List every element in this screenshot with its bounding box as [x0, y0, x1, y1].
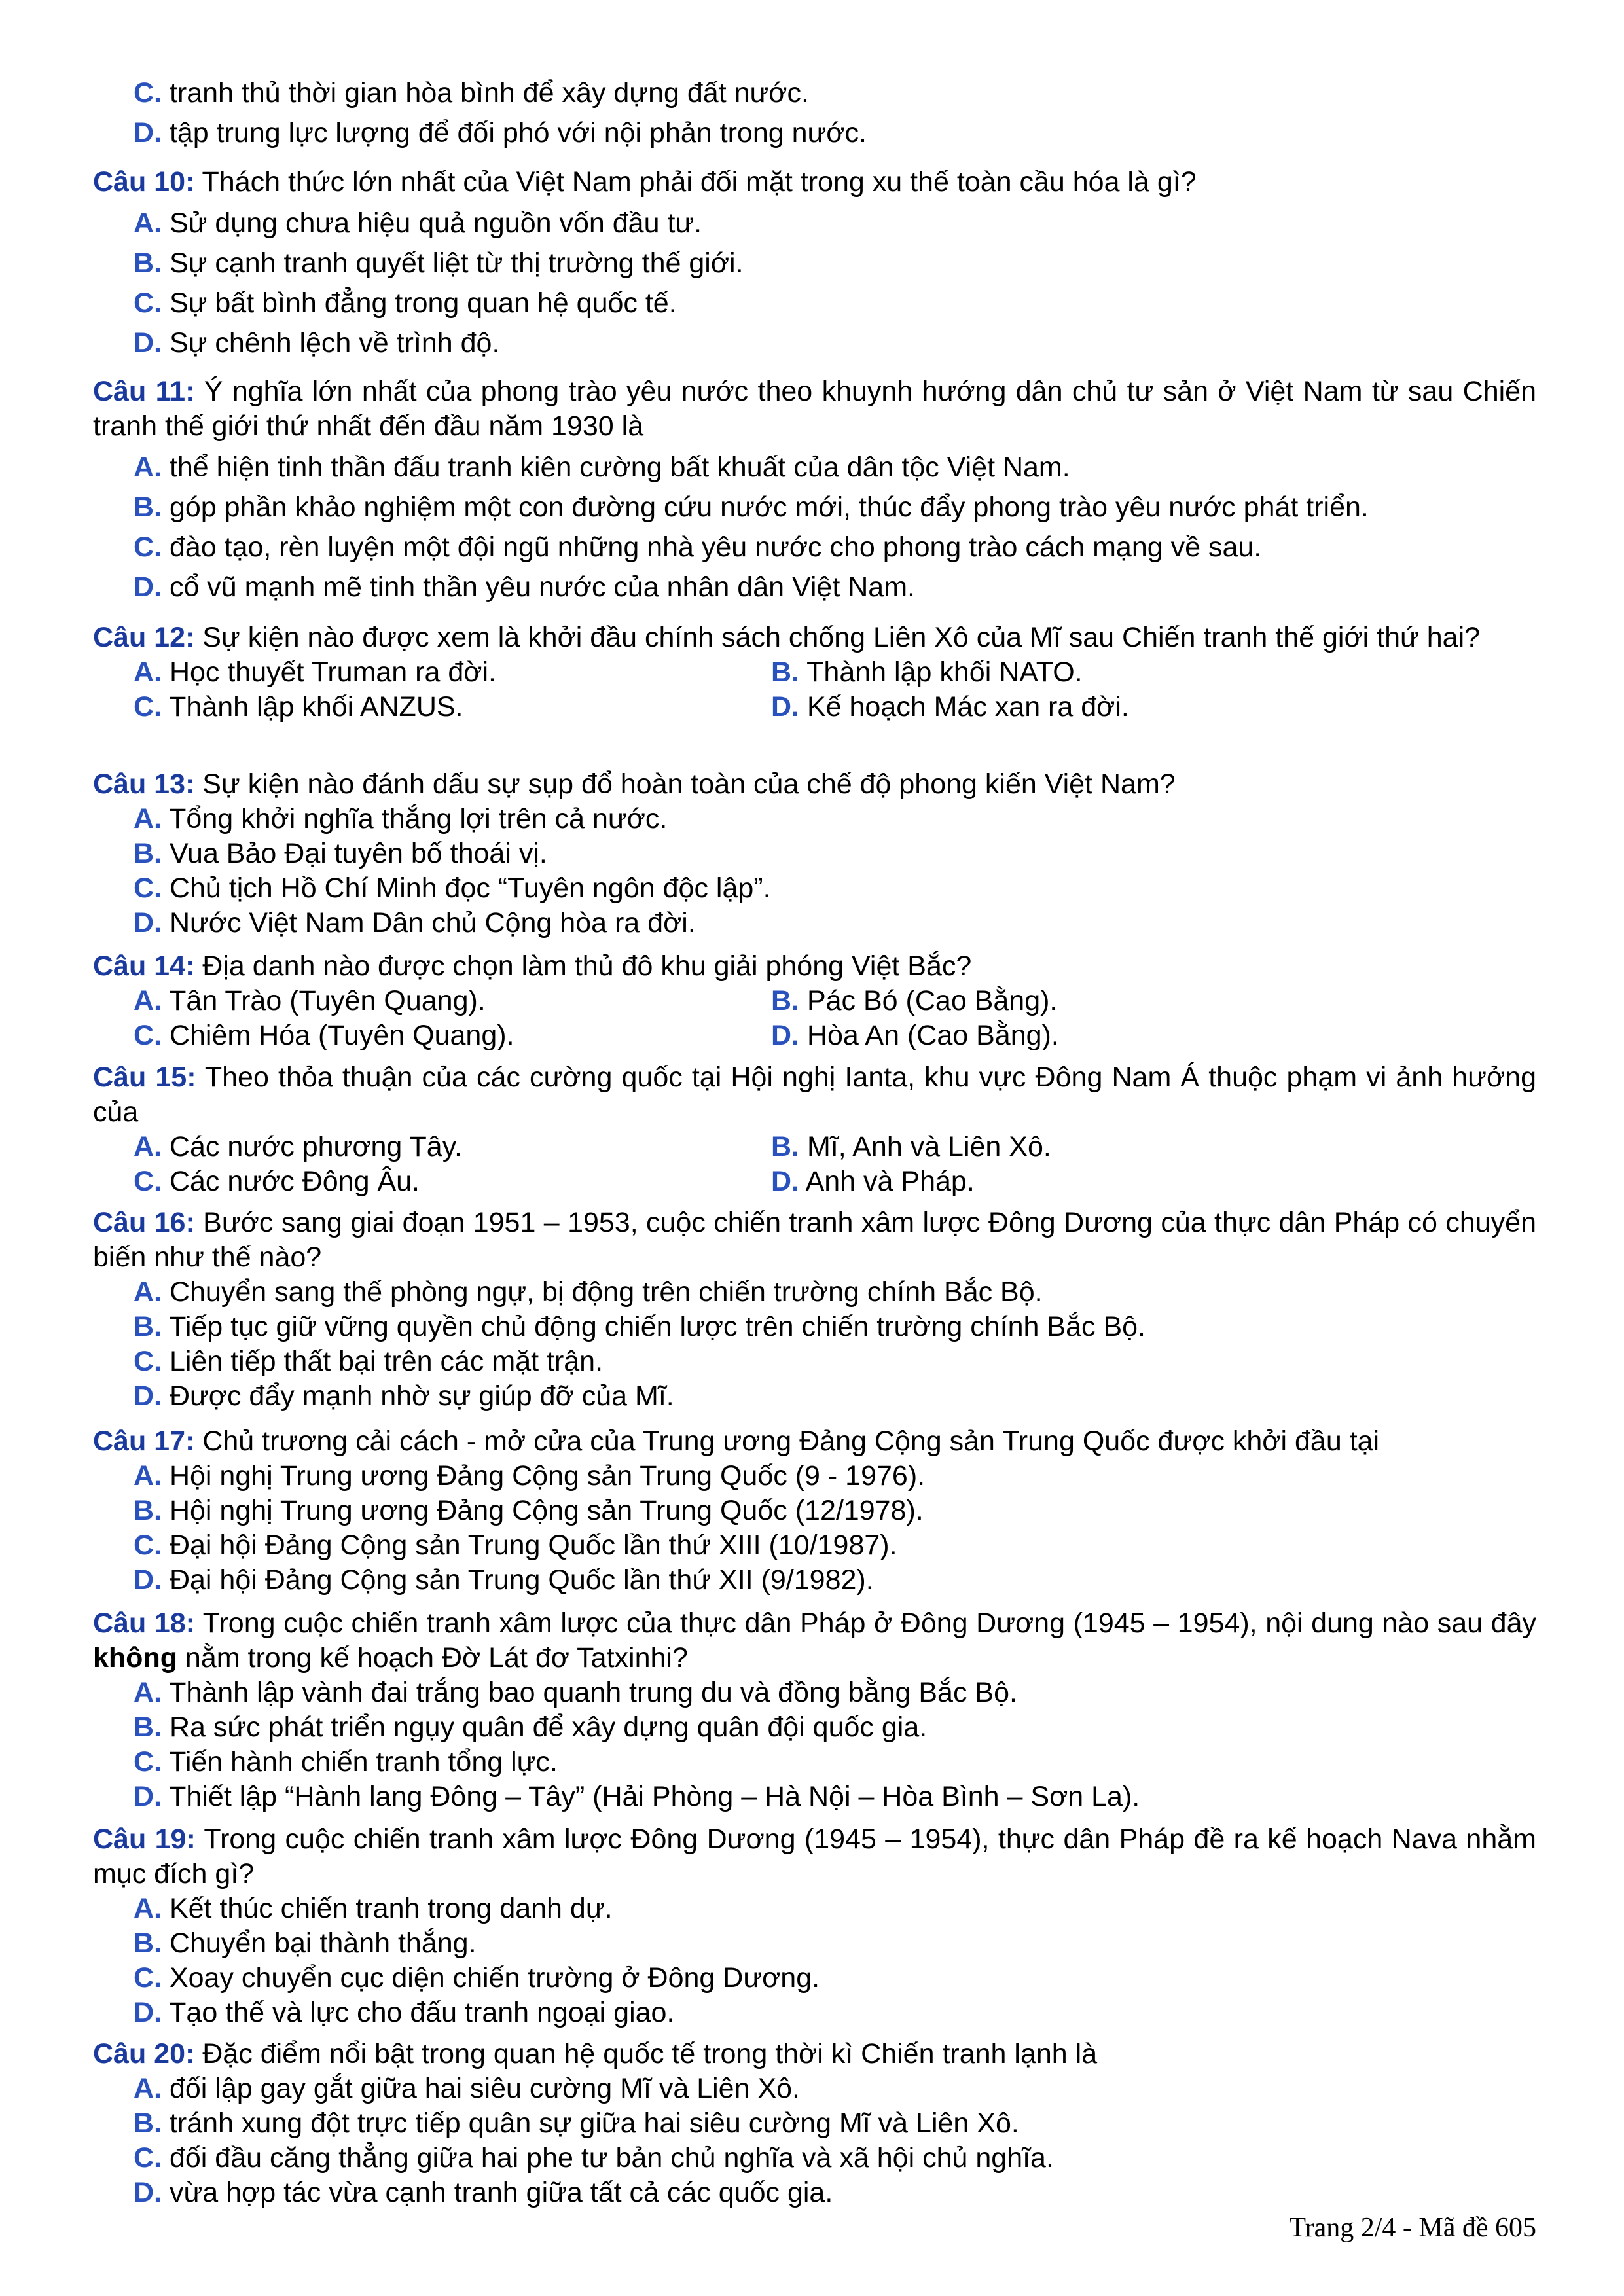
question-stem: Câu 14: Địa danh nào được chọn làm thủ đô khu giải phóng Việt Bắc?	[93, 950, 972, 982]
option-d: D. vừa hợp tác vừa cạnh tranh giữa tất cả các quốc gia.	[134, 2177, 833, 2208]
question-stem: Câu 17: Chủ trương cải cách - mở cửa của Trung ương Đảng Cộng sản Trung Quốc được khởi đầu tại	[93, 1426, 1380, 1457]
question-19	[93, 1822, 1536, 2030]
question-18	[93, 1606, 1536, 1814]
option-a: A. Tân Trào (Tuyên Quang).	[134, 985, 486, 1016]
option-c: C. tranh thủ thời gian hòa bình để xây dựng đất nước.	[134, 77, 809, 109]
option-d: D. Đại hội Đảng Cộng sản Trung Quốc lần thứ XII (9/1982).	[134, 1564, 874, 1596]
question-15	[93, 1060, 1536, 1199]
option-a: A. đối lập gay gắt giữa hai siêu cường Mĩ và Liên Xô.	[134, 2073, 800, 2104]
question-12	[93, 620, 1536, 725]
question-stem: Câu 16: Bước sang giai đoạn 1951 – 1953, cuộc chiến tranh xâm lược Đông Dương của thực dân Pháp có chuyển biến như thế nào?	[93, 1207, 1536, 1273]
option-c: C. Đại hội Đảng Cộng sản Trung Quốc lần thứ XIII (10/1987).	[134, 1530, 897, 1561]
option-c: C. đối đầu căng thẳng giữa hai phe tư bản chủ nghĩa và xã hội chủ nghĩa.	[134, 2142, 1054, 2174]
question-stem: Câu 18: Trong cuộc chiến tranh xâm lược của thực dân Pháp ở Đông Dương (1945 – 1954), nội dung nào sau đây không nằm trong kế hoạch Đờ Lát đơ Tatxinhi?	[93, 1607, 1536, 1674]
option-a: A. thể hiện tinh thần đấu tranh kiên cường bất khuất của dân tộc Việt Nam.	[134, 452, 1070, 483]
option-c: C. Các nước Đông Âu.	[134, 1166, 420, 1197]
option-a: A. Sử dụng chưa hiệu quả nguồn vốn đầu tư.	[134, 207, 702, 239]
option-b: B. Hội nghị Trung ương Đảng Cộng sản Trung Quốc (12/1978).	[134, 1495, 924, 1526]
option-b: B. Ra sức phát triển ngụy quân để xây dựng quân đội quốc gia.	[134, 1712, 928, 1743]
question-stem: Câu 15: Theo thỏa thuận của các cường quốc tại Hội nghị Ianta, khu vực Đông Nam Á thuộc phạm vi ảnh hưởng của	[93, 1062, 1536, 1128]
option-b: B. Chuyển bại thành thắng.	[134, 1928, 477, 1959]
question-16	[93, 1206, 1536, 1414]
option-b: B. Mĩ, Anh và Liên Xô.	[771, 1131, 1051, 1162]
option-d: D. Sự chênh lệch về trình độ.	[134, 327, 500, 359]
option-a: A. Học thuyết Truman ra đời.	[134, 656, 496, 688]
option-c: C. Sự bất bình đẳng trong quan hệ quốc tế.	[134, 287, 677, 319]
option-b: B. góp phần khảo nghiệm một con đường cứu nước mới, thúc đẩy phong trào yêu nước phát triển.	[134, 492, 1369, 523]
question-stem: Câu 12: Sự kiện nào được xem là khởi đầu chính sách chống Liên Xô của Mĩ sau Chiến tranh thế giới thứ hai?	[93, 622, 1481, 653]
option-c: C. Xoay chuyển cục diện chiến trường ở Đông Dương.	[134, 1962, 820, 1994]
option-a: A. Kết thúc chiến tranh trong danh dự.	[134, 1893, 613, 1924]
option-c: C. Liên tiếp thất bại trên các mặt trận.	[134, 1346, 604, 1377]
option-a: A. Tổng khởi nghĩa thắng lợi trên cả nước.	[134, 803, 668, 834]
option-c: C. Chiêm Hóa (Tuyên Quang).	[134, 1020, 514, 1051]
previous-question-options	[93, 73, 1536, 153]
question-stem: Câu 20: Đặc điểm nổi bật trong quan hệ quốc tế trong thời kì Chiến tranh lạnh là	[93, 2038, 1098, 2070]
option-d: D. Tạo thế và lực cho đấu tranh ngoại giao.	[134, 1997, 675, 2028]
question-14	[93, 949, 1536, 1053]
question-10	[93, 165, 1536, 363]
question-stem: Câu 10: Thách thức lớn nhất của Việt Nam phải đối mặt trong xu thế toàn cầu hóa là gì?	[93, 166, 1197, 198]
option-d: D. Kế hoạch Mác xan ra đời.	[771, 691, 1129, 723]
question-13	[93, 767, 1536, 941]
question-stem: Câu 13: Sự kiện nào đánh dấu sự sụp đổ hoàn toàn của chế độ phong kiến Việt Nam?	[93, 768, 1176, 800]
question-11	[93, 374, 1536, 607]
option-c: C. Thành lập khối ANZUS.	[134, 691, 463, 723]
option-d: D. Anh và Pháp.	[771, 1166, 975, 1197]
option-b: B. Sự cạnh tranh quyết liệt từ thị trường thế giới.	[134, 247, 744, 279]
option-b: B. Tiếp tục giữ vững quyền chủ động chiến lược trên chiến trường chính Bắc Bộ.	[134, 1311, 1146, 1342]
question-20	[93, 2037, 1536, 2210]
option-a: A. Chuyển sang thế phòng ngự, bị động trên chiến trường chính Bắc Bộ.	[134, 1276, 1043, 1308]
emphasis-negation: không	[93, 1642, 177, 1674]
option-d: D. Thiết lập “Hành lang Đông – Tây” (Hải Phòng – Hà Nội – Hòa Bình – Sơn La).	[134, 1781, 1140, 1812]
option-c: C. Tiến hành chiến tranh tổng lực.	[134, 1746, 558, 1778]
option-b: B. tránh xung đột trực tiếp quân sự giữa hai siêu cường Mĩ và Liên Xô.	[134, 2108, 1019, 2139]
option-d: D. Hòa An (Cao Bằng).	[771, 1020, 1059, 1051]
option-c: C. Chủ tịch Hồ Chí Minh đọc “Tuyên ngôn độc lập”.	[134, 872, 771, 904]
option-d: D. tập trung lực lượng để đối phó với nội phản trong nước.	[134, 117, 867, 149]
page-footer: Trang 2/4 - Mã đề 605	[1289, 2213, 1536, 2243]
question-stem: Câu 11: Ý nghĩa lớn nhất của phong trào yêu nước theo khuynh hướng dân chủ tư sản ở Việt Nam từ sau Chiến tranh thế giới thứ nhất đến đầu năm 1930 là	[93, 376, 1536, 442]
option-d: D. Được đẩy mạnh nhờ sự giúp đỡ của Mĩ.	[134, 1380, 674, 1412]
option-a: A. Thành lập vành đai trắng bao quanh trung du và đồng bằng Bắc Bộ.	[134, 1677, 1017, 1708]
option-c: C. đào tạo, rèn luyện một đội ngũ những nhà yêu nước cho phong trào cách mạng về sau.	[134, 531, 1262, 563]
option-d: D. Nước Việt Nam Dân chủ Cộng hòa ra đời.	[134, 907, 696, 939]
option-d: D. cổ vũ mạnh mẽ tinh thần yêu nước của nhân dân Việt Nam.	[134, 571, 915, 603]
option-b: B. Thành lập khối NATO.	[771, 656, 1083, 688]
option-b: B. Vua Bảo Đại tuyên bố thoái vị.	[134, 838, 547, 869]
option-a: A. Các nước phương Tây.	[134, 1131, 462, 1162]
question-17	[93, 1424, 1536, 1598]
question-stem: Câu 19: Trong cuộc chiến tranh xâm lược Đông Dương (1945 – 1954), thực dân Pháp đề ra kế hoạch Nava nhằm mục đích gì?	[93, 1823, 1536, 1890]
option-a: A. Hội nghị Trung ương Đảng Cộng sản Trung Quốc (9 - 1976).	[134, 1460, 926, 1492]
option-b: B. Pác Bó (Cao Bằng).	[771, 985, 1058, 1016]
